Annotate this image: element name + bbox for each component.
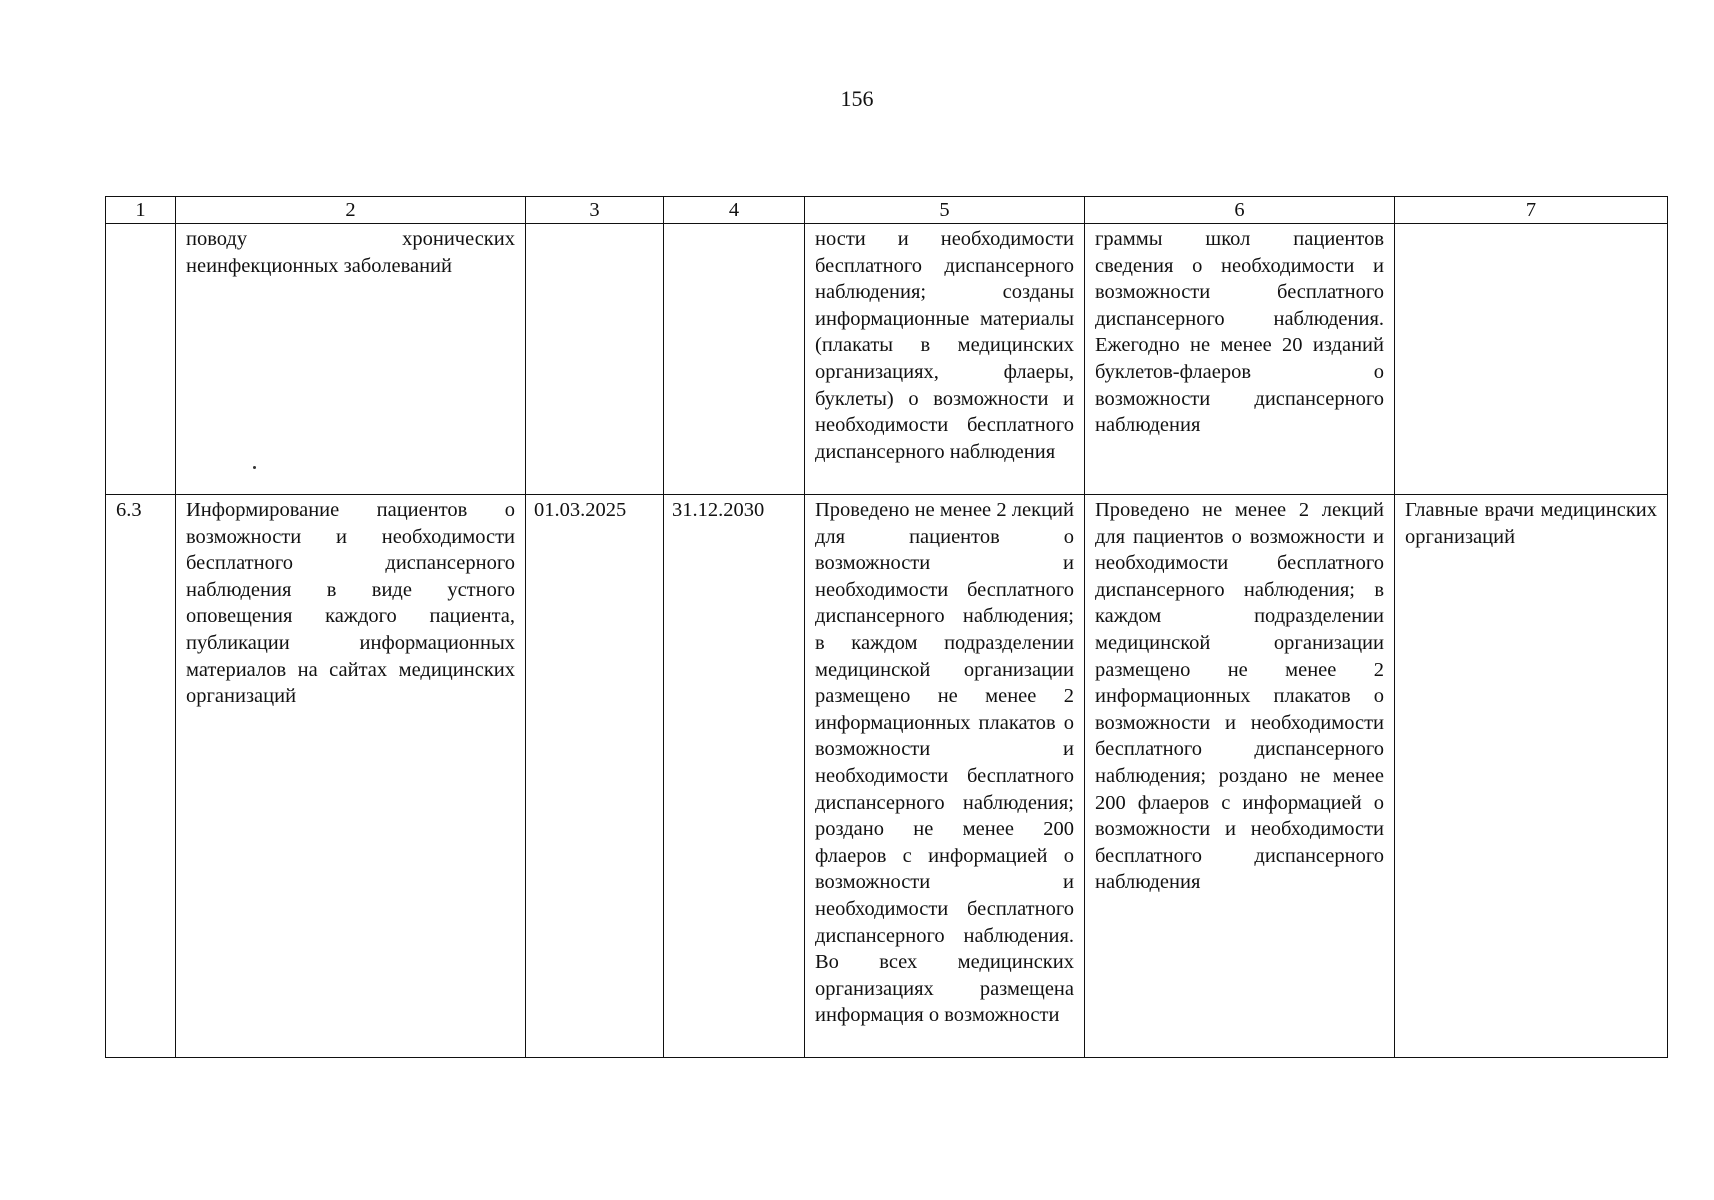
column-number: 2: [176, 197, 526, 224]
scan-speck: [253, 466, 256, 469]
table-row: [106, 224, 1668, 495]
measure-name-cell: Информирование пациентов о возможности и необходимости бесплатного диспансерного наблюдения в виде устного оповещения каждого пациента, публикации информационных материалов на сайтах медицинских организаций: [176, 495, 526, 1058]
plan-table: [105, 196, 1668, 1058]
table-row: [106, 495, 1668, 1058]
measure-name-cell: поводу хронических неинфекционных заболеваний: [176, 224, 526, 495]
column-number: 5: [805, 197, 1085, 224]
page-number: 156: [840, 86, 874, 111]
expected-result-cell: ности и необходимости бесплатного диспансерного наблюдения; созданы информационные материалы (плакаты в медицинских организациях, флаеры, буклеты) о возможности и необходимости бесплатного диспансерного наблюдения: [805, 224, 1085, 495]
end-date-cell: 31.12.2030: [664, 495, 805, 1058]
item-number-cell: 6.3: [106, 495, 176, 1058]
expected-result-cell: Проведено не менее 2 лекций для пациентов о возможности и необходимости бесплатного диспансерного наблюдения; в каждом подразделении медицинской организации размещено не менее 2 информационных плакатов о возможности и необходимости бесплатного диспансерного наблюдения; роздано не менее 200 флаеров с информацией о возможности и необходимости бесплатного диспансерного наблюдения. Во всех медицинских организациях размещена информация о возможности: [805, 495, 1085, 1058]
column-number: 3: [526, 197, 664, 224]
column-number-row: [106, 197, 1668, 224]
end-date-cell: [664, 224, 805, 495]
responsible-cell: Главные врачи медицинских организаций: [1395, 495, 1668, 1058]
item-number-cell: [106, 224, 176, 495]
start-date-cell: 01.03.2025: [526, 495, 664, 1058]
column-number: 7: [1395, 197, 1668, 224]
responsible-cell: [1395, 224, 1668, 495]
start-date-cell: [526, 224, 664, 495]
column-number: 1: [106, 197, 176, 224]
column-number: 6: [1085, 197, 1395, 224]
indicator-cell: Проведено не менее 2 лекций для пациентов о возможности и необходимости бесплатного диспансерного наблюдения; в каждом подразделении медицинской организации размещено не менее 2 информационных плакатов о возможности и необходимости бесплатного диспансерного наблюдения; роздано не менее 200 флаеров с информацией о возможности и необходимости бесплатного диспансерного наблюдения: [1085, 495, 1395, 1058]
indicator-cell: граммы школ пациентов сведения о необходимости и возможности бесплатного диспансерного наблюдения. Ежегодно не менее 20 изданий буклетов-флаеров о возможности диспансерного наблюдения: [1085, 224, 1395, 495]
column-number: 4: [664, 197, 805, 224]
